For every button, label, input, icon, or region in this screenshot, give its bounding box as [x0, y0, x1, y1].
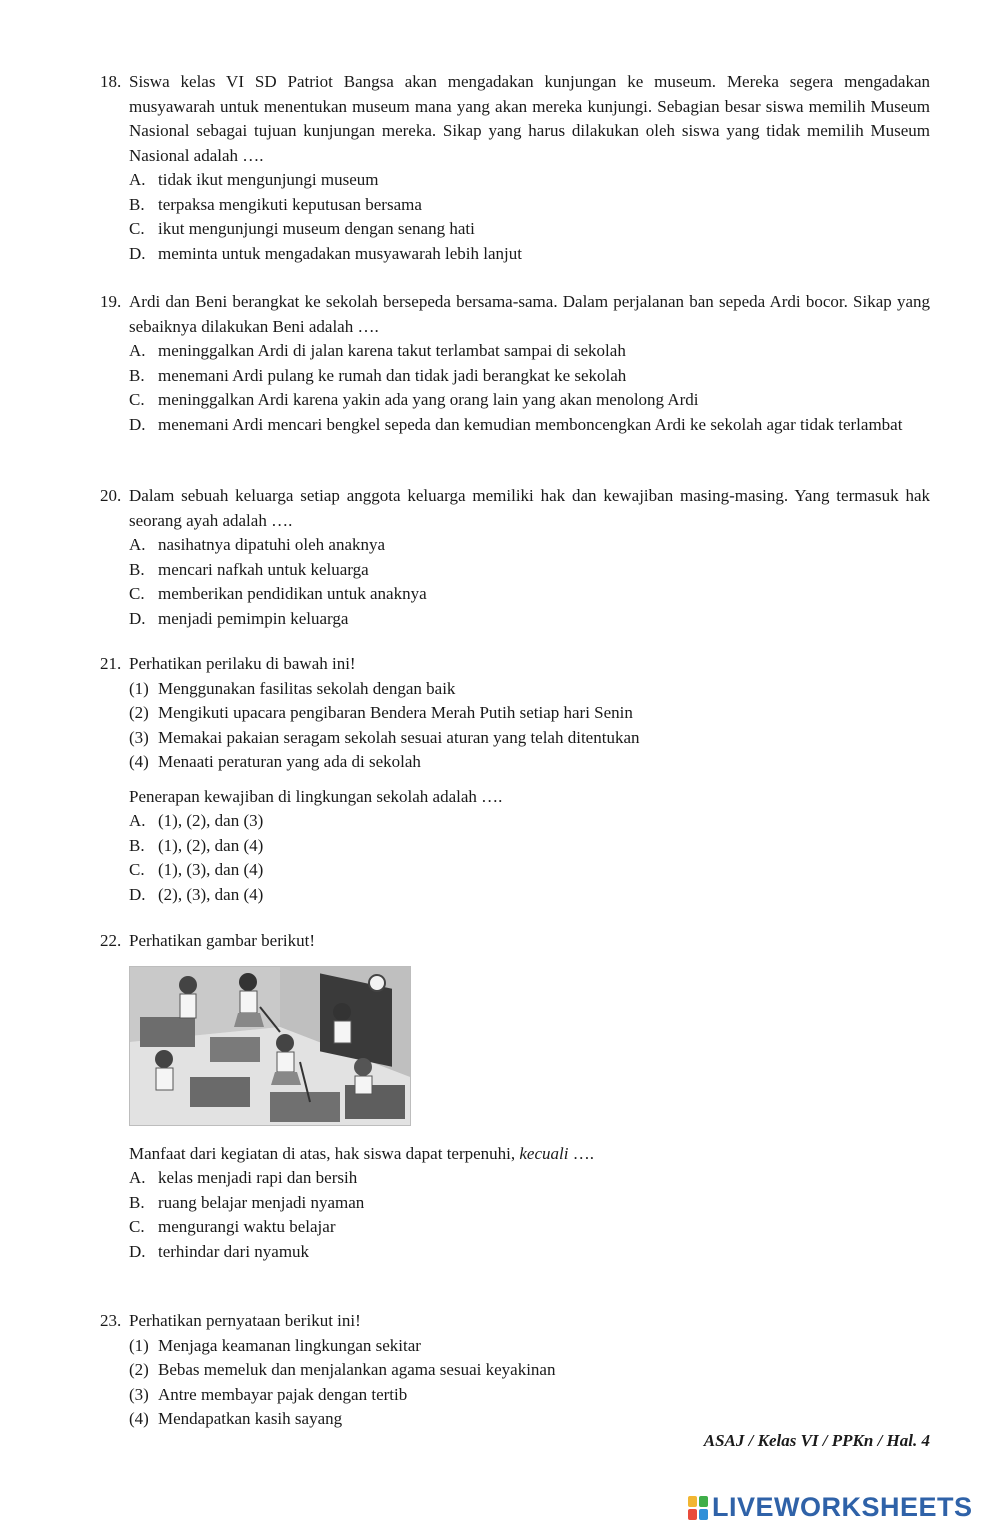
list-item-text: Memakai pakaian seragam sekolah sesuai aturan yang telah ditentukan — [158, 727, 640, 747]
list-item-number: (1) — [129, 1335, 149, 1355]
list-item-number: (4) — [129, 752, 149, 771]
option-text: mencari nafkah untuk keluarga — [158, 559, 369, 579]
logo-square — [699, 1509, 708, 1520]
option-label: D. — [129, 608, 146, 628]
option-c[interactable] — [129, 388, 930, 413]
question-prompt: Penerapan kewajiban di lingkungan sekolah adalah …. — [129, 786, 503, 806]
option-text: tidak ikut mengunjungi museum — [158, 170, 379, 189]
option-label: C. — [129, 860, 145, 879]
list-item-text: Antre membayar pajak dengan tertib — [158, 1384, 408, 1404]
option-label: B. — [129, 559, 145, 579]
question-20 — [100, 484, 930, 631]
option-text: nasihatnya dipatuhi oleh anaknya — [158, 535, 386, 554]
option-text: (1), (3), dan (4) — [158, 860, 264, 879]
option-text: meninggalkan Ardi karena yakin ada yang orang lain yang akan menolong Ardi — [158, 390, 699, 409]
option-label: A. — [129, 535, 146, 554]
option-label: C. — [129, 390, 145, 409]
option-text: ruang belajar menjadi nyaman — [158, 1192, 365, 1212]
option-label: B. — [129, 835, 145, 855]
option-b[interactable] — [129, 558, 930, 583]
question-number: 18. — [100, 72, 122, 91]
question-text: Ardi dan Beni berangkat ke sekolah bersepeda bersama-sama. Dalam perjalanan ban sepeda Ardi bocor. Sikap yang sebaiknya dilakukan Beni adalah …. — [129, 292, 930, 336]
option-text: (1), (2), dan (4) — [158, 835, 264, 855]
list-item — [129, 726, 930, 751]
option-a[interactable] — [129, 168, 930, 193]
option-c[interactable] — [129, 858, 930, 883]
option-a[interactable] — [129, 809, 930, 834]
classroom-illustration — [130, 967, 410, 1125]
option-label: B. — [129, 194, 145, 214]
list-item — [129, 701, 930, 726]
question-number: 22. — [100, 931, 122, 950]
list-item — [129, 677, 930, 702]
prompt-end: …. — [568, 1143, 594, 1163]
list-item — [129, 1358, 930, 1383]
list-item — [129, 750, 930, 775]
question-text: Perhatikan perilaku di bawah ini! — [129, 654, 356, 673]
option-text: menjadi pemimpin keluarga — [158, 608, 349, 628]
option-label: C. — [129, 219, 145, 238]
option-label: D. — [129, 414, 146, 434]
option-label: A. — [129, 811, 146, 830]
option-text: mengurangi waktu belajar — [158, 1217, 336, 1236]
classroom-cleaning-illustration — [129, 966, 411, 1126]
list-item-text: Menggunakan fasilitas sekolah dengan baik — [158, 678, 456, 698]
list-item-number: (2) — [129, 703, 149, 722]
prompt-emphasis: kecuali — [519, 1143, 569, 1163]
list-item-text: Mendapatkan kasih sayang — [158, 1409, 343, 1428]
list-item-number: (2) — [129, 1360, 149, 1379]
brand-name: LIVEWORKSHEETS — [712, 1492, 973, 1522]
option-text: ikut mengunjungi museum dengan senang hati — [158, 219, 475, 238]
option-c[interactable] — [129, 217, 930, 242]
option-c[interactable] — [129, 1215, 930, 1240]
option-b[interactable] — [129, 193, 930, 218]
question-21 — [100, 652, 930, 907]
prompt-text: Manfaat dari kegiatan di atas, hak siswa dapat terpenuhi, — [129, 1143, 520, 1163]
option-label: D. — [129, 1241, 146, 1261]
question-prompt — [129, 1142, 930, 1167]
option-label: C. — [129, 584, 145, 603]
option-text: meminta untuk mengadakan musyawarah lebih lanjut — [158, 243, 522, 263]
list-item-number: (4) — [129, 1409, 149, 1428]
list-item — [129, 1407, 930, 1432]
option-d[interactable] — [129, 883, 930, 908]
option-a[interactable] — [129, 339, 930, 364]
option-text: terhindar dari nyamuk — [158, 1241, 310, 1261]
question-number: 20. — [100, 486, 122, 505]
liveworksheets-logo-icon — [688, 1496, 708, 1520]
question-text: Perhatikan gambar berikut! — [129, 931, 315, 950]
option-text: meninggalkan Ardi di jalan karena takut terlambat sampai di sekolah — [158, 341, 626, 360]
option-text: (2), (3), dan (4) — [158, 884, 264, 904]
option-label: C. — [129, 1217, 145, 1236]
logo-square — [699, 1496, 708, 1507]
liveworksheets-brand[interactable] — [688, 1492, 973, 1523]
question-19 — [100, 290, 930, 437]
option-a[interactable] — [129, 1166, 930, 1191]
option-label: A. — [129, 1168, 146, 1187]
list-item-number: (3) — [129, 727, 149, 747]
option-label: D. — [129, 884, 146, 904]
option-text: memberikan pendidikan untuk anaknya — [158, 584, 427, 603]
list-item-text: Bebas memeluk dan menjalankan agama sesuai keyakinan — [158, 1360, 556, 1379]
page-footer: ASAJ / Kelas VI / PPKn / Hal. 4 — [703, 1431, 930, 1450]
question-number: 23. — [100, 1311, 122, 1330]
question-22 — [100, 929, 930, 1264]
option-d[interactable] — [129, 413, 930, 438]
option-b[interactable] — [129, 834, 930, 859]
question-text: Perhatikan pernyataan berikut ini! — [129, 1311, 361, 1330]
option-a[interactable] — [129, 533, 930, 558]
option-d[interactable] — [129, 607, 930, 632]
question-text: Dalam sebuah keluarga setiap anggota keluarga memiliki hak dan kewajiban masing-masing. Yang termasuk hak seorang ayah adalah …. — [129, 486, 930, 530]
list-item — [129, 1334, 930, 1359]
option-c[interactable] — [129, 582, 930, 607]
option-label: A. — [129, 341, 146, 360]
list-item-number: (3) — [129, 1384, 149, 1404]
logo-square — [688, 1496, 697, 1507]
list-item-text: Mengikuti upacara pengibaran Bendera Merah Putih setiap hari Senin — [158, 703, 633, 722]
option-d[interactable] — [129, 242, 930, 267]
option-b[interactable] — [129, 364, 930, 389]
option-text: menemani Ardi pulang ke rumah dan tidak jadi berangkat ke sekolah — [158, 365, 627, 385]
option-label: B. — [129, 1192, 145, 1212]
list-item — [129, 1383, 930, 1408]
option-b[interactable] — [129, 1191, 930, 1216]
option-label: A. — [129, 170, 146, 189]
option-text: (1), (2), dan (3) — [158, 811, 264, 830]
question-23 — [100, 1309, 930, 1432]
list-item-text: Menaati peraturan yang ada di sekolah — [158, 752, 421, 771]
question-18 — [100, 70, 930, 266]
question-text: Siswa kelas VI SD Patriot Bangsa akan mengadakan kunjungan ke museum. Mereka segera mengadakan musyawarah untuk menentukan museum mana yang akan mereka kunjungi. Sebagian besar siswa memilih Museum Nasional sebagai tujuan kunjungan mereka. Sikap yang harus dilakukan oleh siswa yang tidak memilih Museum Nasional adalah …. — [129, 72, 930, 165]
option-text: terpaksa mengikuti keputusan bersama — [158, 194, 422, 214]
logo-square — [688, 1509, 697, 1520]
list-item-text: Menjaga keamanan lingkungan sekitar — [158, 1335, 421, 1355]
question-number: 21. — [100, 654, 122, 673]
option-text: kelas menjadi rapi dan bersih — [158, 1168, 358, 1187]
option-text: menemani Ardi mencari bengkel sepeda dan kemudian memboncengkan Ardi ke sekolah agar tidak terlambat — [158, 414, 903, 434]
question-number: 19. — [100, 292, 122, 311]
list-item-number: (1) — [129, 678, 149, 698]
option-label: B. — [129, 365, 145, 385]
option-d[interactable] — [129, 1240, 930, 1265]
option-label: D. — [129, 243, 146, 263]
